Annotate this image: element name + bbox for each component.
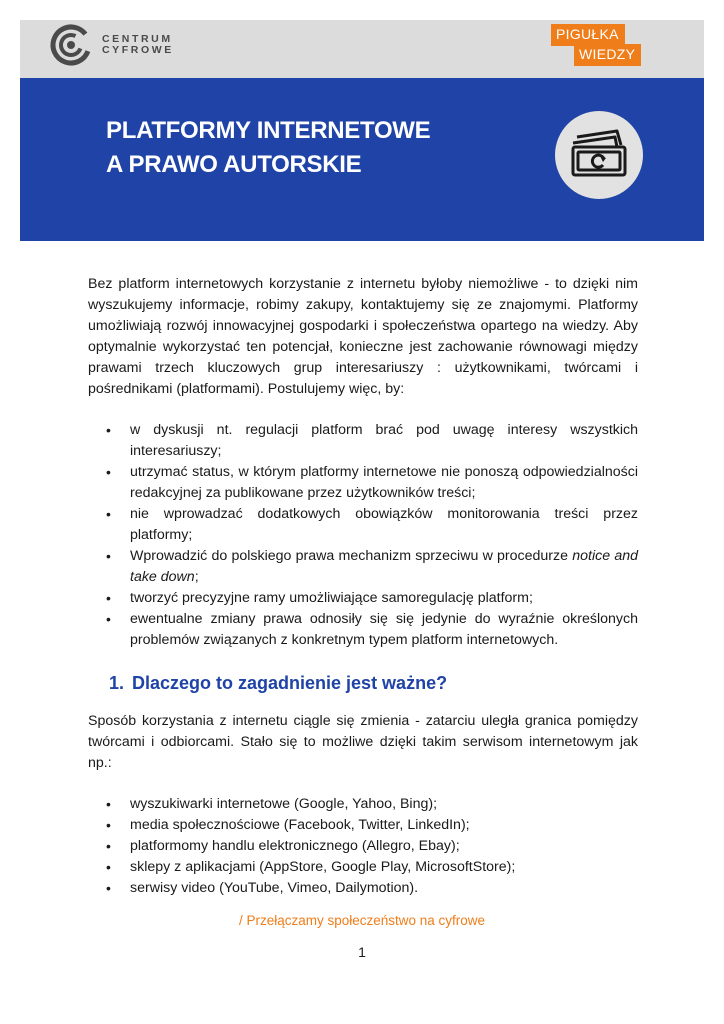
logo-line-1: CENTRUM — [102, 33, 173, 45]
logo-line-2: CYFROWE — [102, 44, 174, 56]
services-list — [88, 794, 638, 899]
intro-paragraph: Bez platform internetowych korzystanie z internetu byłoby niemożliwe - to dzięki nim wyszukujemy informacje, robimy zakupy, kontaktujemy się ze znajomymi. Platformy umożliwiają rozwój innowacyjnej gospodarki i społeczeństwa opartego na wiedzy. Aby optymalnie wykorzystać ten potencjał, konieczne jest zachowanie równowagi między prawami trzech kluczowych grup interesariuszy : użytkownikami, twórcami i pośrednikami (platformami). Postulujemy więc, by: — [88, 276, 638, 397]
money-refresh-icon — [569, 129, 629, 181]
list-item-italic: notice and take down — [130, 548, 639, 585]
section-paragraph: Sposób korzystania z internetu ciągle się zmienia - zatarciu uległa granica pomiędzy twórcami i odbiorcami. Stało się to możliwe dzięki takim serwisom internetowym jak np.: — [88, 713, 638, 771]
list-item: • tworzyć precyzyjne ramy umożliwiające samoregulację platform; — [88, 588, 638, 609]
logo-mark-icon — [50, 24, 92, 66]
list-item-text: Wprowadzić do polskiego prawa mechanizm sprzeciwu w procedurze — [130, 548, 573, 564]
title-line-1: PLATFORMY INTERNETOWE — [106, 117, 431, 144]
list-item: • media społecznościowe (Facebook, Twitter, LinkedIn); — [88, 815, 638, 836]
hero-icon-circle — [555, 111, 643, 199]
centrum-cyfrowe-logo[interactable] — [50, 24, 174, 66]
page-number: 1 — [358, 944, 366, 960]
main-content — [88, 274, 638, 899]
badge-line-2: WIEDZY — [574, 44, 641, 66]
list-item-text-end: ; — [194, 569, 199, 585]
list-item: • w dyskusji nt. regulacji platform brać pod uwagę interesy wszystkich interesariuszy; — [88, 420, 638, 462]
list-item — [88, 546, 638, 588]
section-title: Dlaczego to zagadnienie jest ważne? — [132, 673, 448, 693]
section-number: 1. — [109, 673, 125, 693]
logo-text — [102, 34, 174, 56]
list-item: • nie wprowadzać dodatkowych obowiązków monitorowania treści przez platformy; — [88, 504, 638, 546]
list-item: • serwisy video (YouTube, Vimeo, Dailymotion). — [88, 878, 638, 899]
list-item: • ewentualne zmiany prawa odnosiły się się jedynie do wyraźnie określonych problemów związanych z konkretnym typem platform internetowych. — [88, 609, 638, 651]
list-item: • utrzymać status, w którym platformy internetowe nie ponoszą odpowiedzialności redakcyjnej za publikowane przez użytkowników treści; — [88, 462, 638, 504]
footer-tagline: / Przełączamy społeczeństwo na cyfrowe — [238, 913, 486, 928]
list-item: • platformomy handlu elektronicznego (Allegro, Ebay); — [88, 836, 638, 857]
title-line-2: A PRAWO AUTORSKIE — [106, 151, 362, 178]
badge-line-1: PIGUŁKA — [551, 24, 625, 46]
section-heading — [88, 671, 638, 695]
list-item: • sklepy z aplikacjami (AppStore, Google Play, MicrosoftStore); — [88, 857, 638, 878]
list-item: • wyszukiwarki internetowe (Google, Yahoo, Bing); — [88, 794, 638, 815]
postulates-list — [88, 420, 638, 651]
page-title — [106, 114, 430, 182]
hero-banner — [20, 78, 704, 241]
